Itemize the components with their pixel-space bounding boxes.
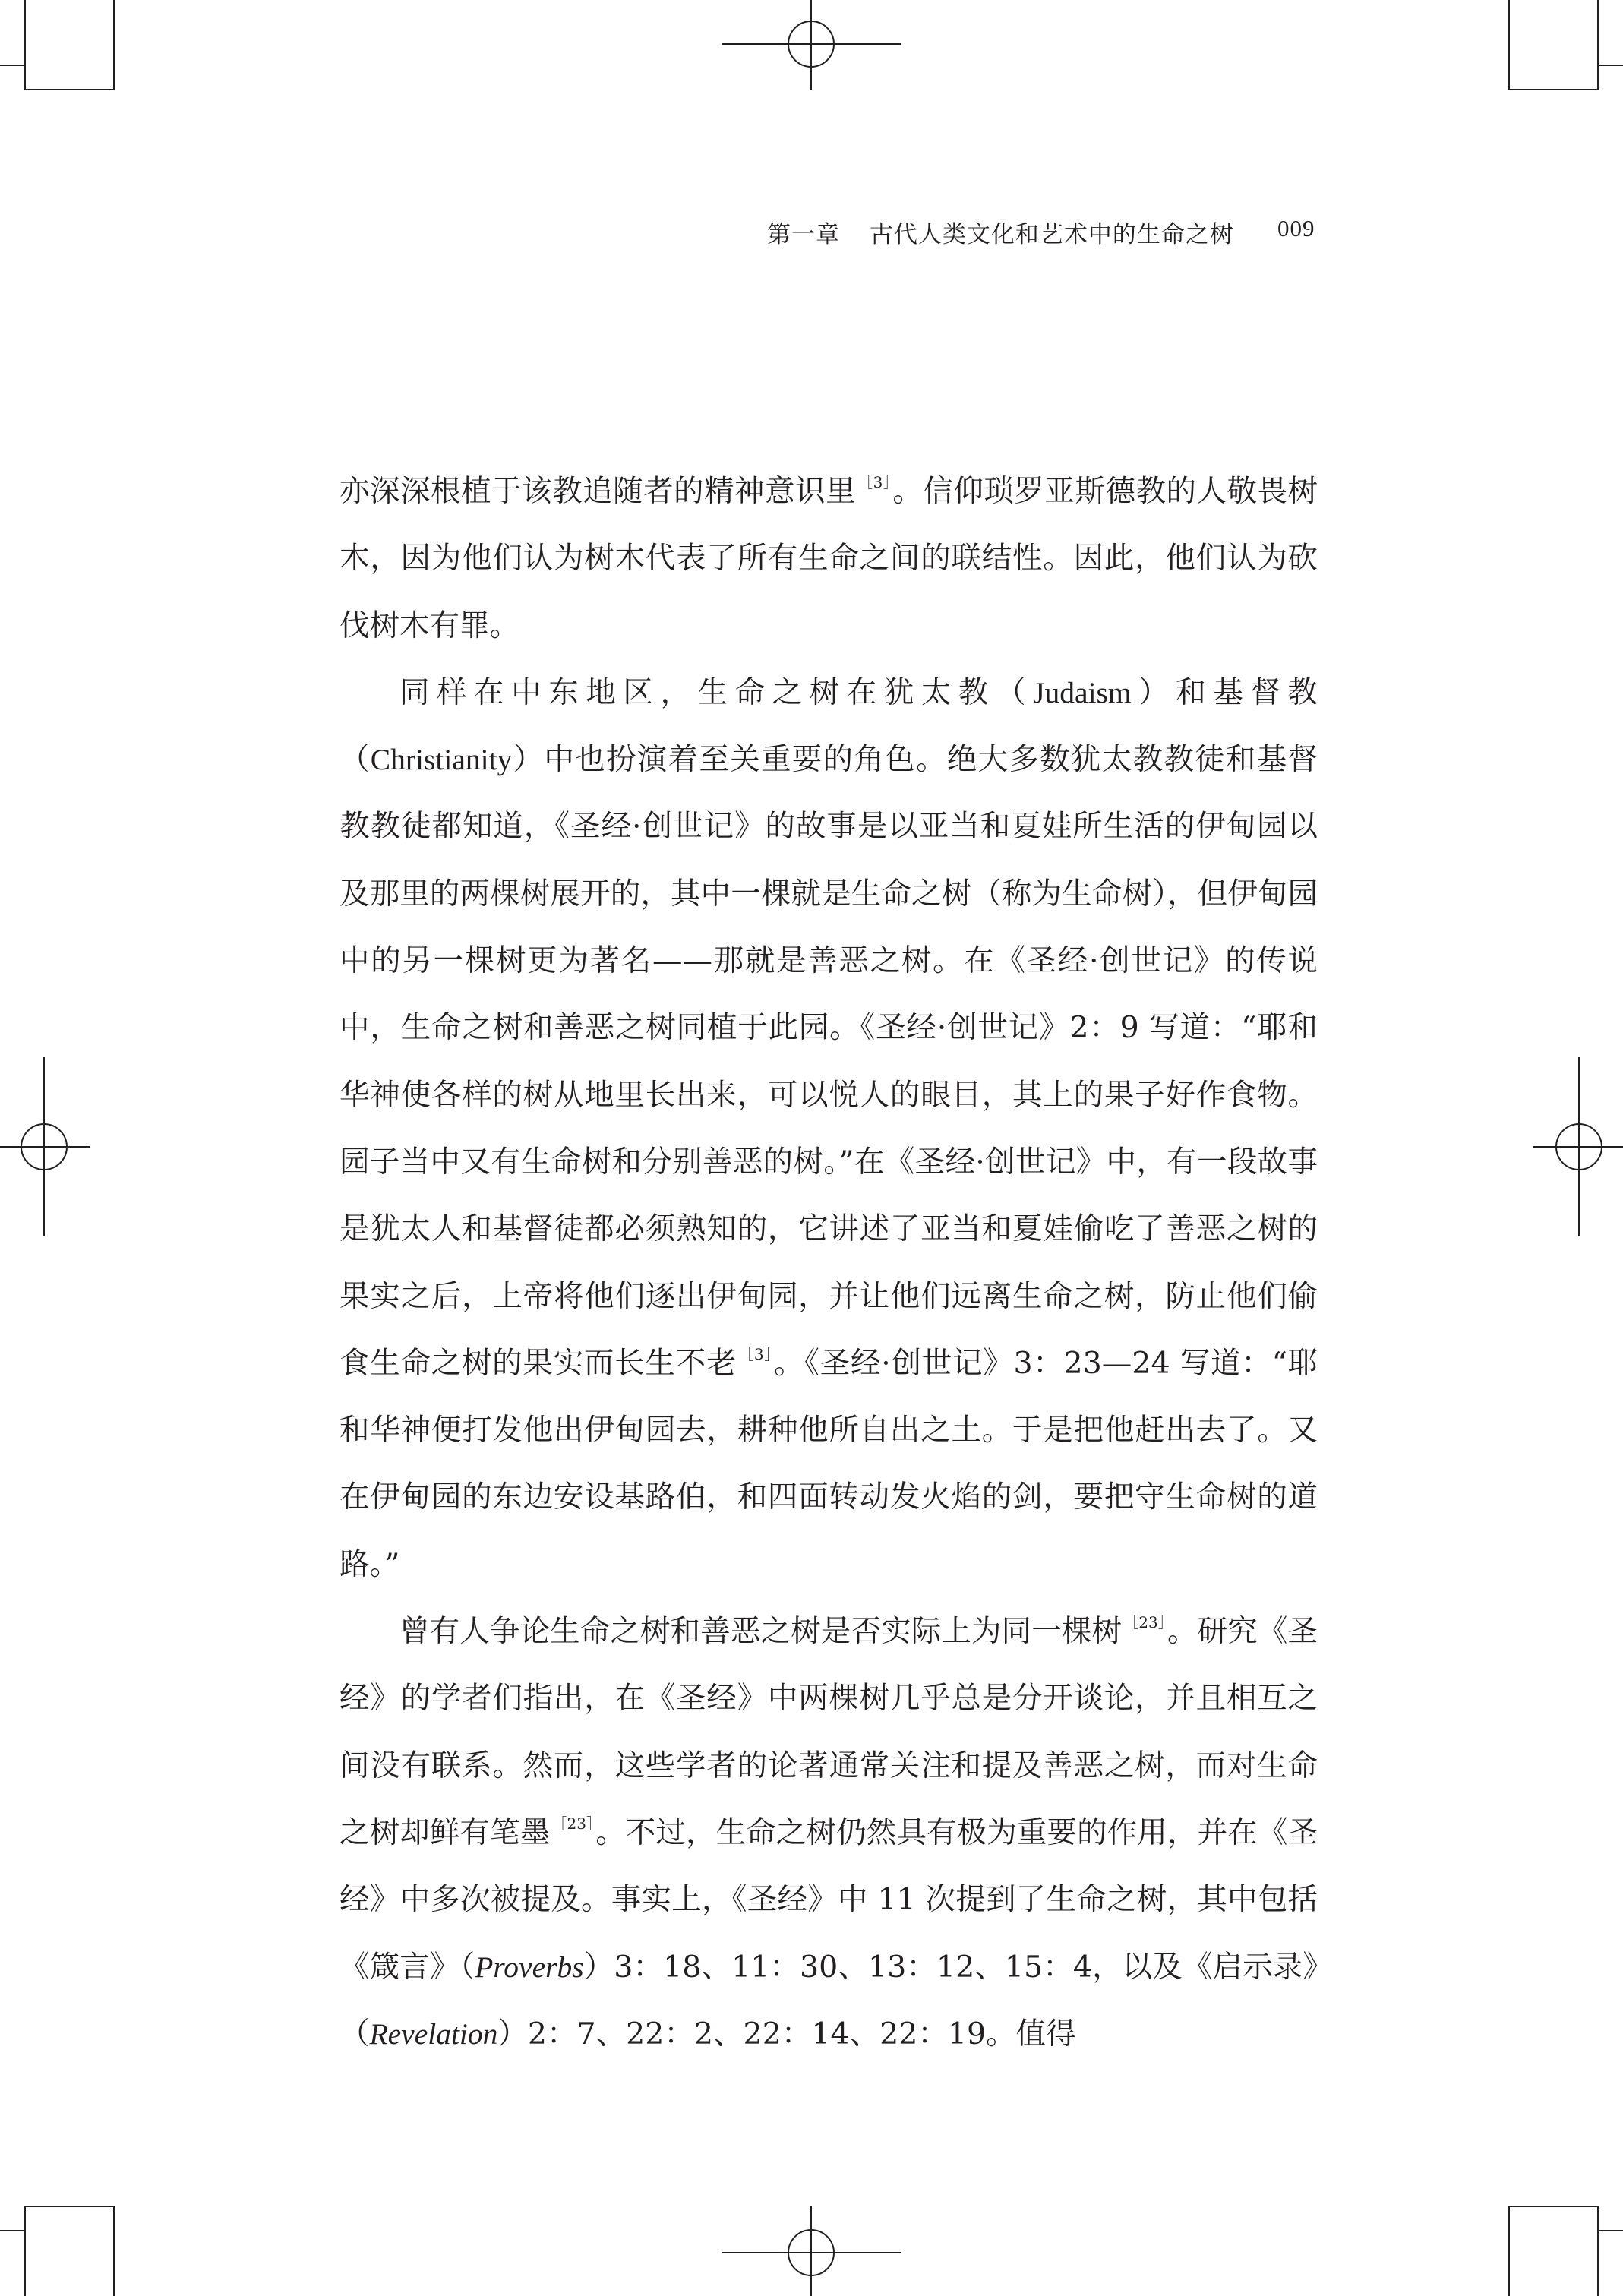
citation-ref: ［23］ bbox=[1123, 1613, 1166, 1632]
text-run: 。《圣经·创世记》3：23—24 写道：“耶和华神便打发他出伊甸园去，耕种他所自出之土。于是把他赶出去了。又在伊甸园的东边安设基路伯，和四面转动发火焰的剑，要把守生命树的道路。” bbox=[339, 1345, 1318, 1582]
paragraph-2 bbox=[339, 659, 1318, 1598]
citation-ref: ［3］ bbox=[857, 473, 892, 491]
paragraph-1 bbox=[339, 458, 1318, 659]
term-christianity: Christianity bbox=[370, 743, 513, 777]
term-revelation: Revelation bbox=[369, 2017, 498, 2051]
registration-target-left bbox=[0, 1057, 90, 1236]
citation-ref: ［3］ bbox=[738, 1344, 773, 1363]
registration-target-bottom bbox=[722, 2206, 901, 2296]
citation-ref: ［23］ bbox=[551, 1814, 595, 1833]
registration-target-right bbox=[1533, 1057, 1623, 1236]
paragraph-3 bbox=[339, 1598, 1318, 2067]
registration-target-top bbox=[722, 0, 901, 90]
text-run: ）中也扮演着至关重要的角色。绝大多数犹太教教徒和基督教教徒都知道，《圣经·创世记》的故事是以亚当和夏娃所生活的伊甸园以及那里的两棵树展开的，其中一棵就是生命之树（称为生命树），但伊甸园中的另一棵树更为著名——那就是善恶之树。在《圣经·创世记》的传说中，生命之树和善恶之树同植于此园。《圣经·创世记》2：9 写道：“耶和华神使各样的树从地里长出来，可以悦人的眼目，其上的果子好作食物。园子当中又有生命树和分别善恶的树。”在《圣经·创世记》中，有一段故事是犹太人和基督徒都必须熟知的，它讲述了亚当和夏娃偷吃了善恶之树的果实之后，上帝将他们逐出伊甸园，并让他们远离生命之树，防止他们偷食生命之树的果实而长生不老 bbox=[339, 742, 1318, 1381]
term-proverbs: Proverbs bbox=[475, 1950, 584, 1984]
body-text bbox=[339, 458, 1318, 2067]
term-judaism: Judaism bbox=[1033, 675, 1132, 709]
text-run: ）2：7、22：2、22：14、22：19。值得 bbox=[497, 2016, 1076, 2051]
text-run: 亦深深根植于该教追随者的精神意识里 bbox=[339, 474, 857, 509]
text-run: 同样在中东地区，生命之树在犹太教（ bbox=[399, 674, 1034, 710]
chapter-title: 古代人类文化和艺术中的生命之树 bbox=[869, 221, 1234, 248]
text-run: ）3：18、11：30、13：12、15：4，以及《启示录》（ bbox=[339, 1949, 1318, 2051]
running-header bbox=[767, 215, 1315, 249]
text-run: 。信仰琐罗亚斯德教的人敬畏树木，因为他们认为树木代表了所有生命之间的联结性。因此，他们认为砍伐树木有罪。 bbox=[339, 474, 1318, 643]
text-run: ）和基督教（ bbox=[339, 674, 1318, 778]
text-run: 。不过，生命之树仍然具有极为重要的作用，并在《圣经》中多次被提及。事实上，《圣经》中 11 次提到了生命之树，其中包括《箴言》（ bbox=[339, 1814, 1318, 1985]
page-number: 009 bbox=[1277, 215, 1315, 242]
text-run: 曾有人争论生命之树和善恶之树是否实际上为同一棵树 bbox=[399, 1614, 1123, 1650]
chapter-number: 第一章 bbox=[767, 221, 840, 248]
text-run: 。研究《圣经》的学者们指出，在《圣经》中两棵树几乎总是分开谈论，并且相互之间没有联系。然而，这些学者的论著通常关注和提及善恶之树，而对生命之树却鲜有笔墨 bbox=[339, 1614, 1318, 1850]
